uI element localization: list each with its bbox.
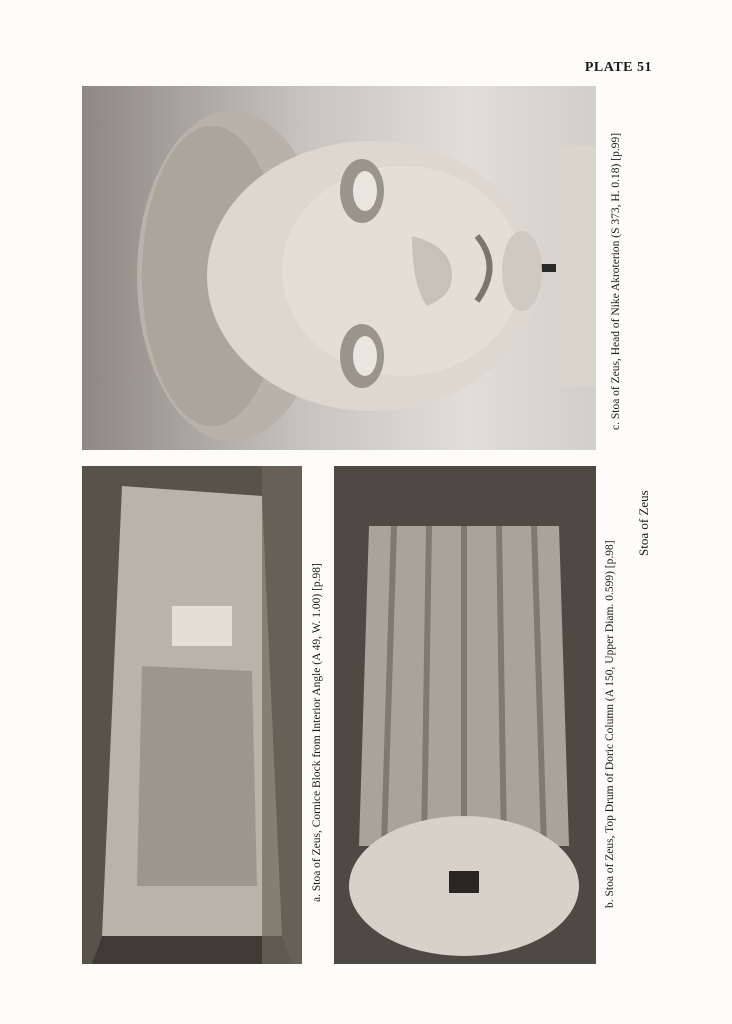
nike-head-photo	[82, 86, 596, 450]
column-drum-photo	[334, 466, 596, 964]
figure-caption-b: b. Stoa of Zeus, Top Drum of Doric Column (A 150, Upper Diam. 0.599) [p.98]	[604, 540, 616, 908]
figure-caption-c: c. Stoa of Zeus, Head of Nike Akroterion (S 373, H. 0.18) [p.99]	[610, 132, 622, 430]
figure-caption-a: a. Stoa of Zeus, Cornice Block from Interior Angle (A 49, W. 1.00) [p.98]	[311, 563, 323, 902]
cornice-block-photo	[82, 466, 302, 964]
plate-label: PLATE 51	[584, 60, 652, 75]
section-title: Stoa of Zeus	[636, 490, 651, 556]
